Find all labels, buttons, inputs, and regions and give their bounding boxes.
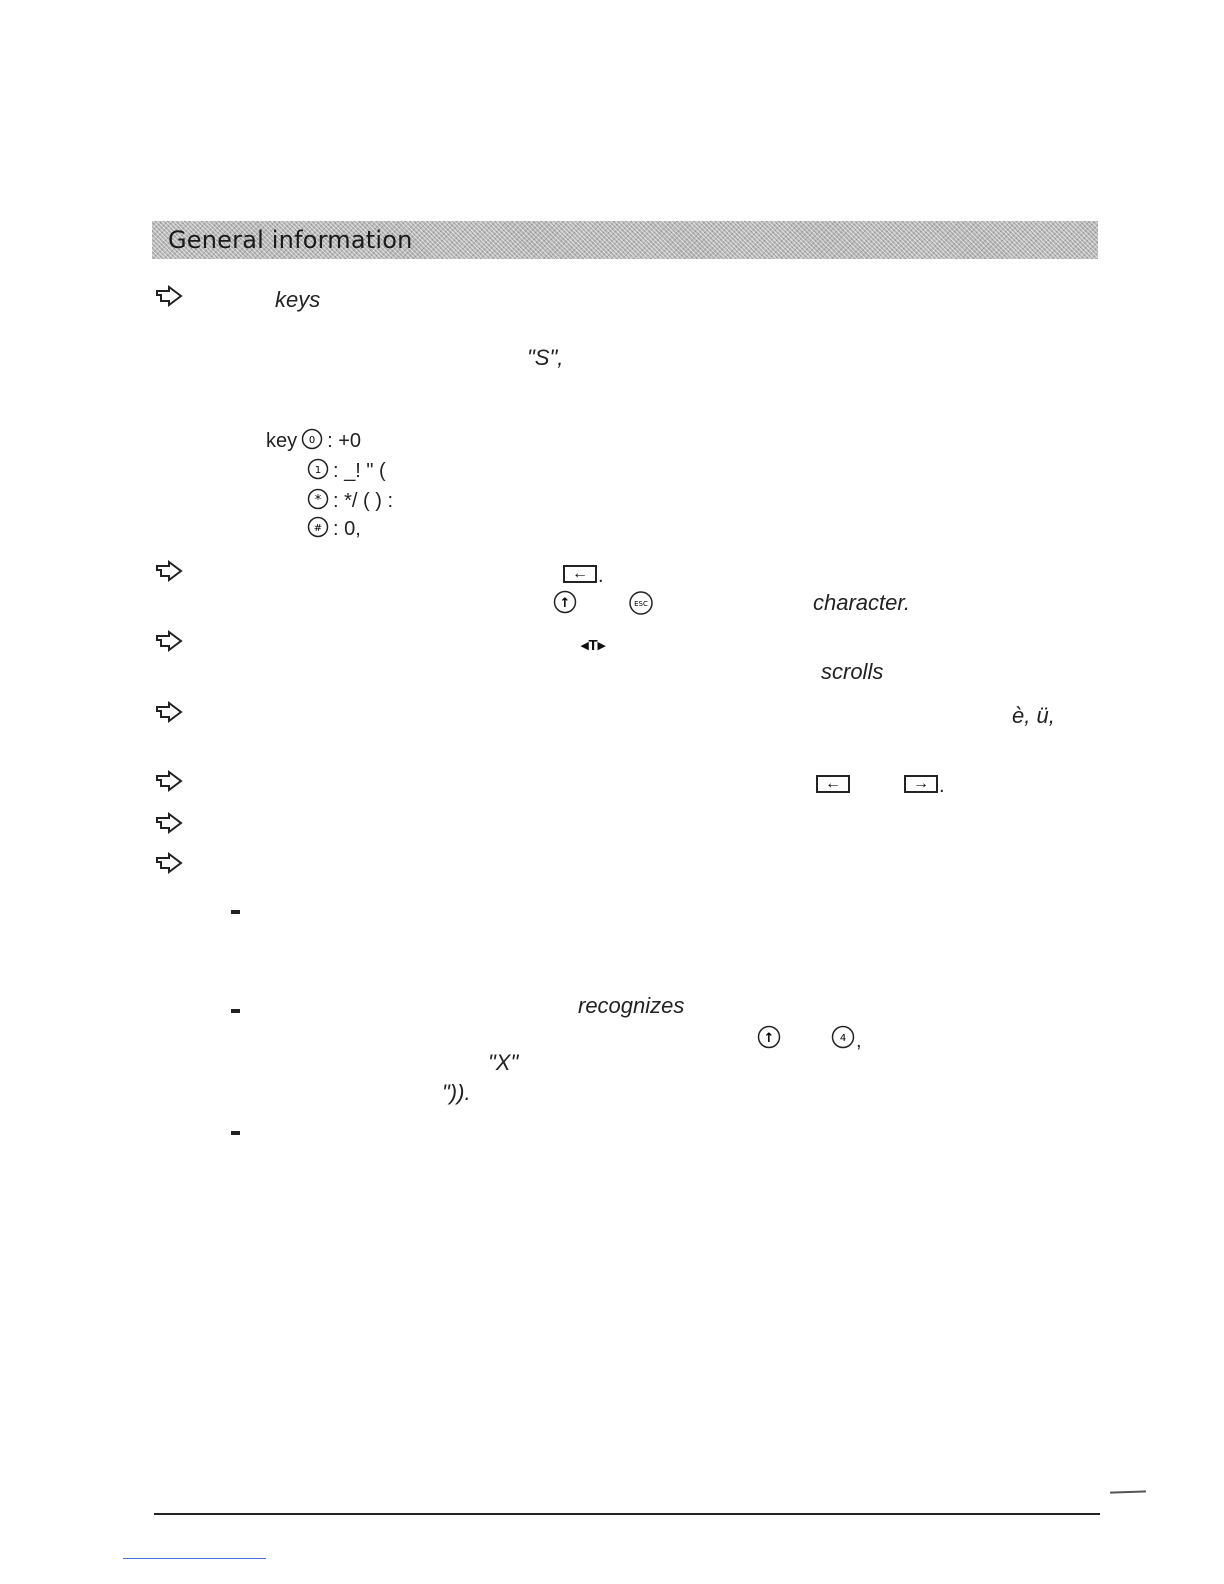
key-hash-symbols: : 0, xyxy=(333,518,361,540)
section-title: General information xyxy=(168,226,413,254)
shift-key-icon xyxy=(553,590,577,619)
key-0-icon xyxy=(301,428,323,455)
svg-text:*: * xyxy=(314,493,322,508)
hand-pointer-icon xyxy=(155,630,185,654)
esc-key-icon xyxy=(628,590,654,621)
left-arrow-key-icon: ← xyxy=(563,565,597,583)
footer-rule xyxy=(154,1513,1100,1515)
svg-text:ESC: ESC xyxy=(634,600,648,608)
text-paren-close: ")). xyxy=(442,1080,471,1105)
stray-mark xyxy=(1110,1490,1146,1493)
text-recognizes: recognizes xyxy=(578,993,685,1018)
text-period: . xyxy=(598,565,604,587)
key-star-symbols: : */ ( ) : xyxy=(333,490,393,512)
key-row-1 xyxy=(307,458,386,485)
key-label: key xyxy=(266,430,298,452)
hand-pointer-icon xyxy=(155,701,185,725)
svg-text:4: 4 xyxy=(839,1033,847,1044)
hand-pointer-icon xyxy=(155,812,185,836)
text-comma: , xyxy=(856,1030,862,1052)
hand-pointer-icon xyxy=(155,770,185,794)
text-accented: è, ü, xyxy=(1012,703,1055,728)
text-s-quote: "S", xyxy=(527,345,564,370)
svg-text:0: 0 xyxy=(308,435,316,446)
hand-pointer-icon xyxy=(155,285,185,309)
scroll-key-icon: ◂T▸ xyxy=(581,637,606,654)
svg-text:↑: ↑ xyxy=(763,1031,775,1046)
left-arrow-key-icon: ← xyxy=(816,775,850,793)
text-x-quote: "X" xyxy=(488,1050,519,1075)
text-keys: keys xyxy=(275,287,321,312)
svg-text:↑: ↑ xyxy=(559,596,571,611)
hand-pointer-icon xyxy=(155,560,185,584)
key-4-icon xyxy=(831,1025,855,1054)
dash-bullet xyxy=(231,1009,240,1013)
svg-text:1: 1 xyxy=(314,465,322,476)
key-1-icon xyxy=(307,458,329,485)
key-0-symbols: : +0 xyxy=(327,430,362,452)
key-star-icon xyxy=(307,488,329,515)
footer-link-underline xyxy=(123,1558,266,1559)
dash-bullet xyxy=(231,910,240,914)
shift-key-icon xyxy=(757,1025,781,1054)
key-row-star xyxy=(307,488,393,515)
key-hash-icon xyxy=(307,516,329,543)
right-arrow-key-icon: → xyxy=(904,775,938,793)
text-scrolls: scrolls xyxy=(821,659,884,684)
dash-bullet xyxy=(231,1131,240,1135)
section-header xyxy=(152,221,1098,259)
hand-pointer-icon xyxy=(155,852,185,876)
key-row-0 xyxy=(266,428,361,455)
text-period: . xyxy=(939,775,945,797)
key-row-hash xyxy=(307,516,361,543)
key-1-symbols: : _! " ( xyxy=(333,460,386,482)
text-character: character. xyxy=(813,590,911,615)
svg-text:#: # xyxy=(313,523,323,534)
